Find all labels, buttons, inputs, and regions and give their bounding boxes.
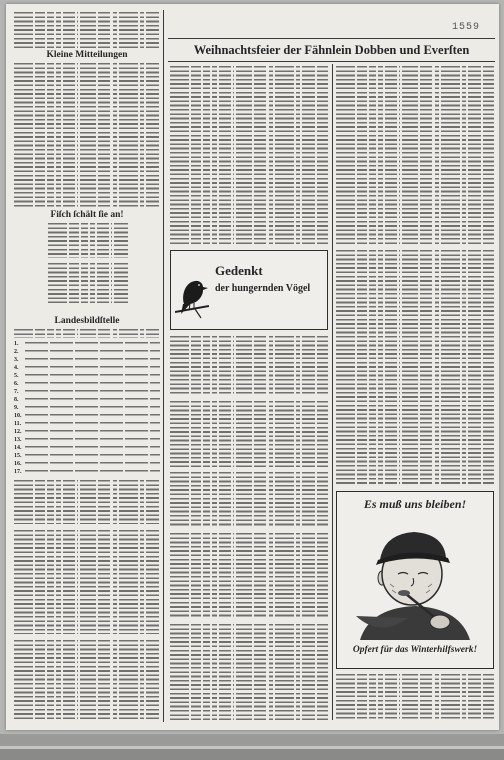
- list-item-number: 14.: [14, 445, 22, 451]
- list-item-number: 17.: [14, 469, 22, 475]
- list-item-number: 12.: [14, 429, 22, 435]
- list-item: [14, 468, 160, 476]
- list-item: [14, 372, 160, 380]
- text-block: [170, 66, 328, 246]
- list-item-text: [25, 470, 160, 474]
- list-item: [14, 380, 160, 388]
- text-block: [14, 530, 160, 634]
- list-item: [14, 428, 160, 436]
- heading-poem: Fiſch ſchält ſie an!: [50, 210, 124, 220]
- list-item-text: [25, 390, 160, 394]
- text-block: [14, 640, 160, 720]
- list-item: [14, 460, 160, 468]
- winterhilfswerk-poster: [336, 491, 494, 669]
- text-block: [170, 533, 328, 619]
- list-item: [14, 348, 160, 356]
- bird-box-title: Gedenkt: [215, 263, 263, 278]
- list-item-number: 1.: [14, 341, 19, 347]
- text-block: [14, 63, 160, 207]
- list-item-text: [25, 342, 160, 346]
- list-item-text: [25, 446, 160, 450]
- list-item: [14, 404, 160, 412]
- heading-landesbildstelle: Landesbildſtelle: [54, 316, 120, 326]
- text-block: [14, 480, 160, 524]
- list-item-text: [25, 454, 160, 458]
- headline: Weihnachtsfeier der Fähnlein Dobben und Everſten: [193, 43, 470, 57]
- list-item: [14, 364, 160, 372]
- poster-slogan-top: Es muß uns bleiben!: [363, 497, 467, 511]
- list-item-number: 6.: [14, 381, 19, 387]
- list-item: [14, 420, 160, 428]
- text-block: [336, 250, 494, 486]
- column-rule-left: [163, 10, 164, 722]
- list-item-number: 2.: [14, 349, 19, 355]
- list-item-number: 5.: [14, 373, 19, 379]
- list-item-number: 4.: [14, 365, 19, 371]
- text-block: [170, 624, 328, 720]
- list-item-text: [25, 438, 160, 442]
- list-item-text: [25, 358, 160, 362]
- headline-rule-bottom: [168, 61, 495, 62]
- list-item: [14, 388, 160, 396]
- list-item: [14, 396, 160, 404]
- list-item-text: [25, 398, 160, 402]
- text-block: [170, 336, 328, 396]
- list-item-text: [25, 366, 160, 370]
- scanner-bottom-edge: [0, 734, 504, 760]
- text-block: [336, 66, 494, 246]
- poem-stanza: [48, 263, 128, 303]
- bird-icon: [175, 256, 209, 324]
- child-eating-icon: [340, 516, 490, 640]
- list-item-number: 11.: [14, 421, 22, 427]
- text-block: [14, 12, 160, 48]
- list-item: [14, 340, 160, 348]
- poster-slogan-bottom: Opfert für das Winterhilfswerk!: [352, 645, 478, 655]
- heading-kleine-mitteilungen: Kleine Mitteilungen: [46, 50, 128, 60]
- headline-rule-top: [168, 38, 495, 39]
- list-item-text: [25, 430, 160, 434]
- list-item: [14, 412, 160, 420]
- list-item-text: [25, 382, 160, 386]
- list-item: [14, 436, 160, 444]
- list-item-text: [25, 374, 160, 378]
- list-item-number: 3.: [14, 357, 19, 363]
- list-item-number: 9.: [14, 405, 19, 411]
- bird-box-subtitle: der hungernden Vögel: [215, 283, 311, 294]
- list-item-number: 15.: [14, 453, 22, 459]
- page-number: 1559: [452, 22, 481, 33]
- text-block: [170, 401, 328, 467]
- list-item-text: [25, 422, 160, 426]
- list-item-number: 10.: [14, 413, 22, 419]
- text-block: [170, 472, 328, 528]
- list-item: [14, 452, 160, 460]
- poem-stanza: [48, 223, 128, 258]
- film-list: [14, 340, 160, 476]
- list-item-text: [25, 350, 160, 354]
- list-item-text: [25, 406, 160, 410]
- column-rule-right: [332, 64, 333, 720]
- list-item-number: 16.: [14, 461, 22, 467]
- text-block: [14, 329, 160, 338]
- list-item-text: [25, 414, 160, 418]
- text-block: [336, 674, 494, 720]
- list-item-number: 13.: [14, 437, 22, 443]
- list-item: [14, 444, 160, 452]
- list-item: [14, 356, 160, 364]
- list-item-number: 8.: [14, 397, 19, 403]
- list-item-number: 7.: [14, 389, 19, 395]
- list-item-text: [25, 462, 160, 466]
- bird-appeal-box: [170, 250, 328, 330]
